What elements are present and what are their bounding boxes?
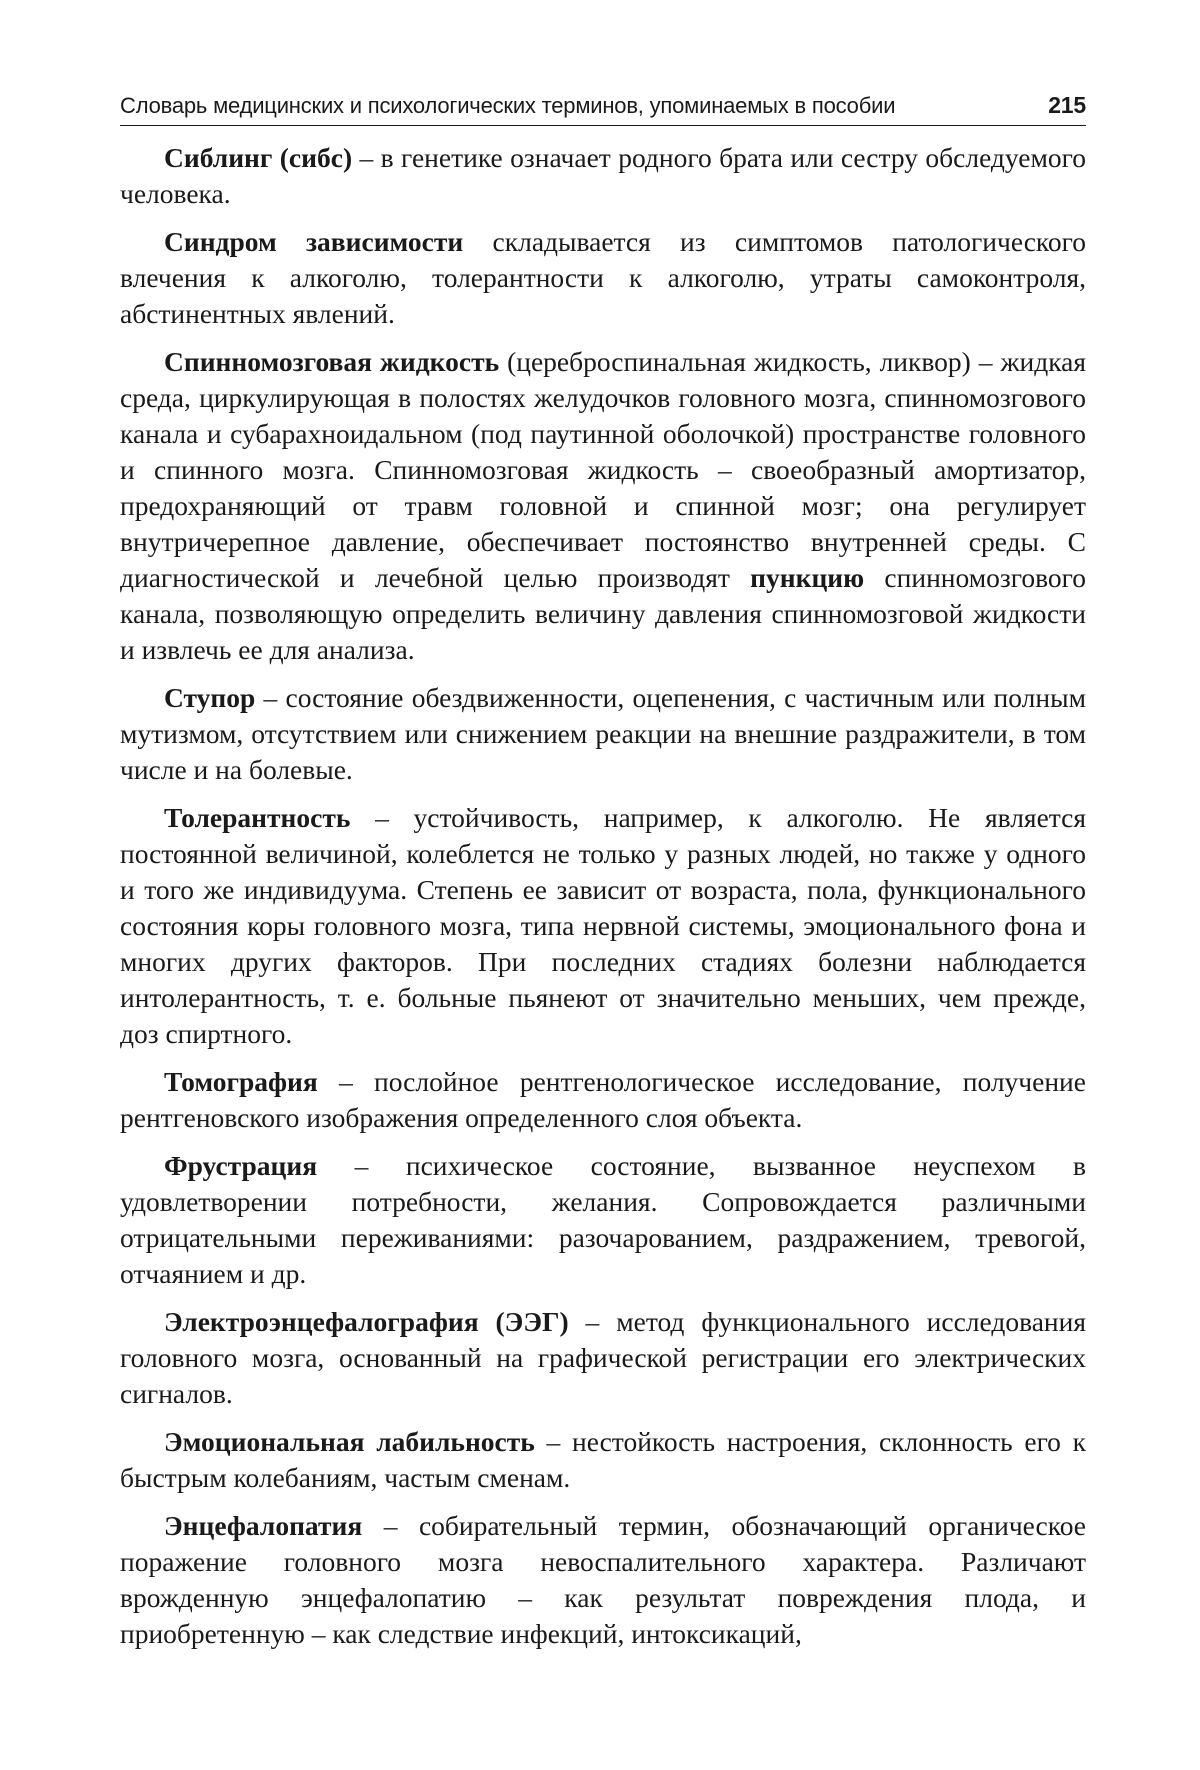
entry-term: Толерантность (164, 802, 351, 833)
entry-definition-continued: спинномозгового канала, позволяющую определить величину давления спинномозговой жидкости и извлечь ее для анализа. (120, 562, 1086, 665)
entry-definition: – метод функционального исследования головного мозга, основанный на графической регистрации его электрических сигналов. (120, 1306, 1086, 1409)
entry-definition: – собирательный термин, обозначающий органическое поражение головного мозга невоспалительного характера. Различают врожденную энцефалопатию – как результат повреждения плода, и приобретенную – как следствие инфекций, интоксикаций, (120, 1510, 1086, 1649)
entry-definition: (цереброспинальная жидкость, ликвор) – жидкая среда, циркулирующая в полостях желудочков головного мозга, спинномозгового канала и субарахноидальном (под паутинной оболочкой) пространстве головного и спинного мозга. Спинномозговая жидкость – своеобразный амортизатор, предохраняющий от травм головной и спинной мозг; она регулирует внутричерепное давление, обеспечивает постоянство внутренней среды. С диагностической и лечебной целью производят (120, 346, 1086, 593)
glossary-entry (120, 680, 1086, 788)
glossary-entry (120, 1064, 1086, 1136)
entry-definition: – психическое состояние, вызванное неуспехом в удовлетворении потребности, желания. Сопровождается различными отрицательными переживаниями: разочарованием, раздражением, тревогой, отчаянием и др. (120, 1150, 1086, 1289)
entry-definition: – в генетике означает родного брата или сестру обследуемого человека. (120, 142, 1087, 209)
glossary-entry (120, 140, 1086, 212)
entry-term: Сиблинг (сибс) (164, 142, 353, 173)
entry-definition: – послойное рентгенологическое исследование, получение рентгеновского изображения определенного слоя объекта. (120, 1066, 1086, 1133)
entry-term: Энцефалопатия (164, 1510, 363, 1541)
running-head-title: Словарь медицинских и психологических терминов, упоминаемых в пособии (120, 93, 896, 118)
entry-term: Ступор (164, 682, 256, 713)
book-page (120, 92, 1086, 1664)
page-number: 215 (1048, 92, 1086, 118)
entry-term: Томография (164, 1066, 318, 1097)
entry-term: Спинномозговая жидкость (164, 346, 500, 377)
glossary-entry (120, 1304, 1086, 1412)
glossary-entry (120, 224, 1086, 332)
entry-term: Эмоциональная лабильность (164, 1426, 535, 1457)
running-head (120, 92, 1086, 126)
entry-term: Электроэнцефалография (ЭЭГ) (164, 1306, 569, 1337)
entry-definition: складывается из симптомов патологического влечения к алкоголю, толерантности к алкоголю, утраты самоконтроля, абстинентных явлений. (120, 226, 1086, 329)
entry-term: Фрустрация (164, 1150, 318, 1181)
glossary-entry (120, 344, 1086, 668)
glossary-entry (120, 800, 1086, 1052)
entry-term: Синдром зависимости (164, 226, 464, 257)
entry-definition: – нестойкость настроения, склонность его к быстрым колебаниям, частым сменам. (120, 1426, 1086, 1493)
glossary-entry (120, 1148, 1086, 1292)
glossary-entry (120, 1424, 1086, 1496)
entry-emphasis: пункцию (750, 562, 865, 593)
entry-definition: – устойчивость, например, к алкоголю. Не является постоянной величиной, колеблется не только у разных людей, но также у одного и того же индивидуума. Степень ее зависит от возраста, пола, функционального состояния коры головного мозга, типа нервной системы, эмоционального фона и многих других факторов. При последних стадиях болезни наблюдается интолерантность, т. е. больные пьянеют от значительно меньших, чем прежде, доз спиртного. (120, 802, 1086, 1049)
glossary-entries (120, 140, 1086, 1652)
entry-definition: – состояние обездвиженности, оцепенения, с частичным или полным мутизмом, отсутствием или снижением реакции на внешние раздражители, в том числе и на болевые. (120, 682, 1086, 785)
glossary-entry (120, 1508, 1086, 1652)
